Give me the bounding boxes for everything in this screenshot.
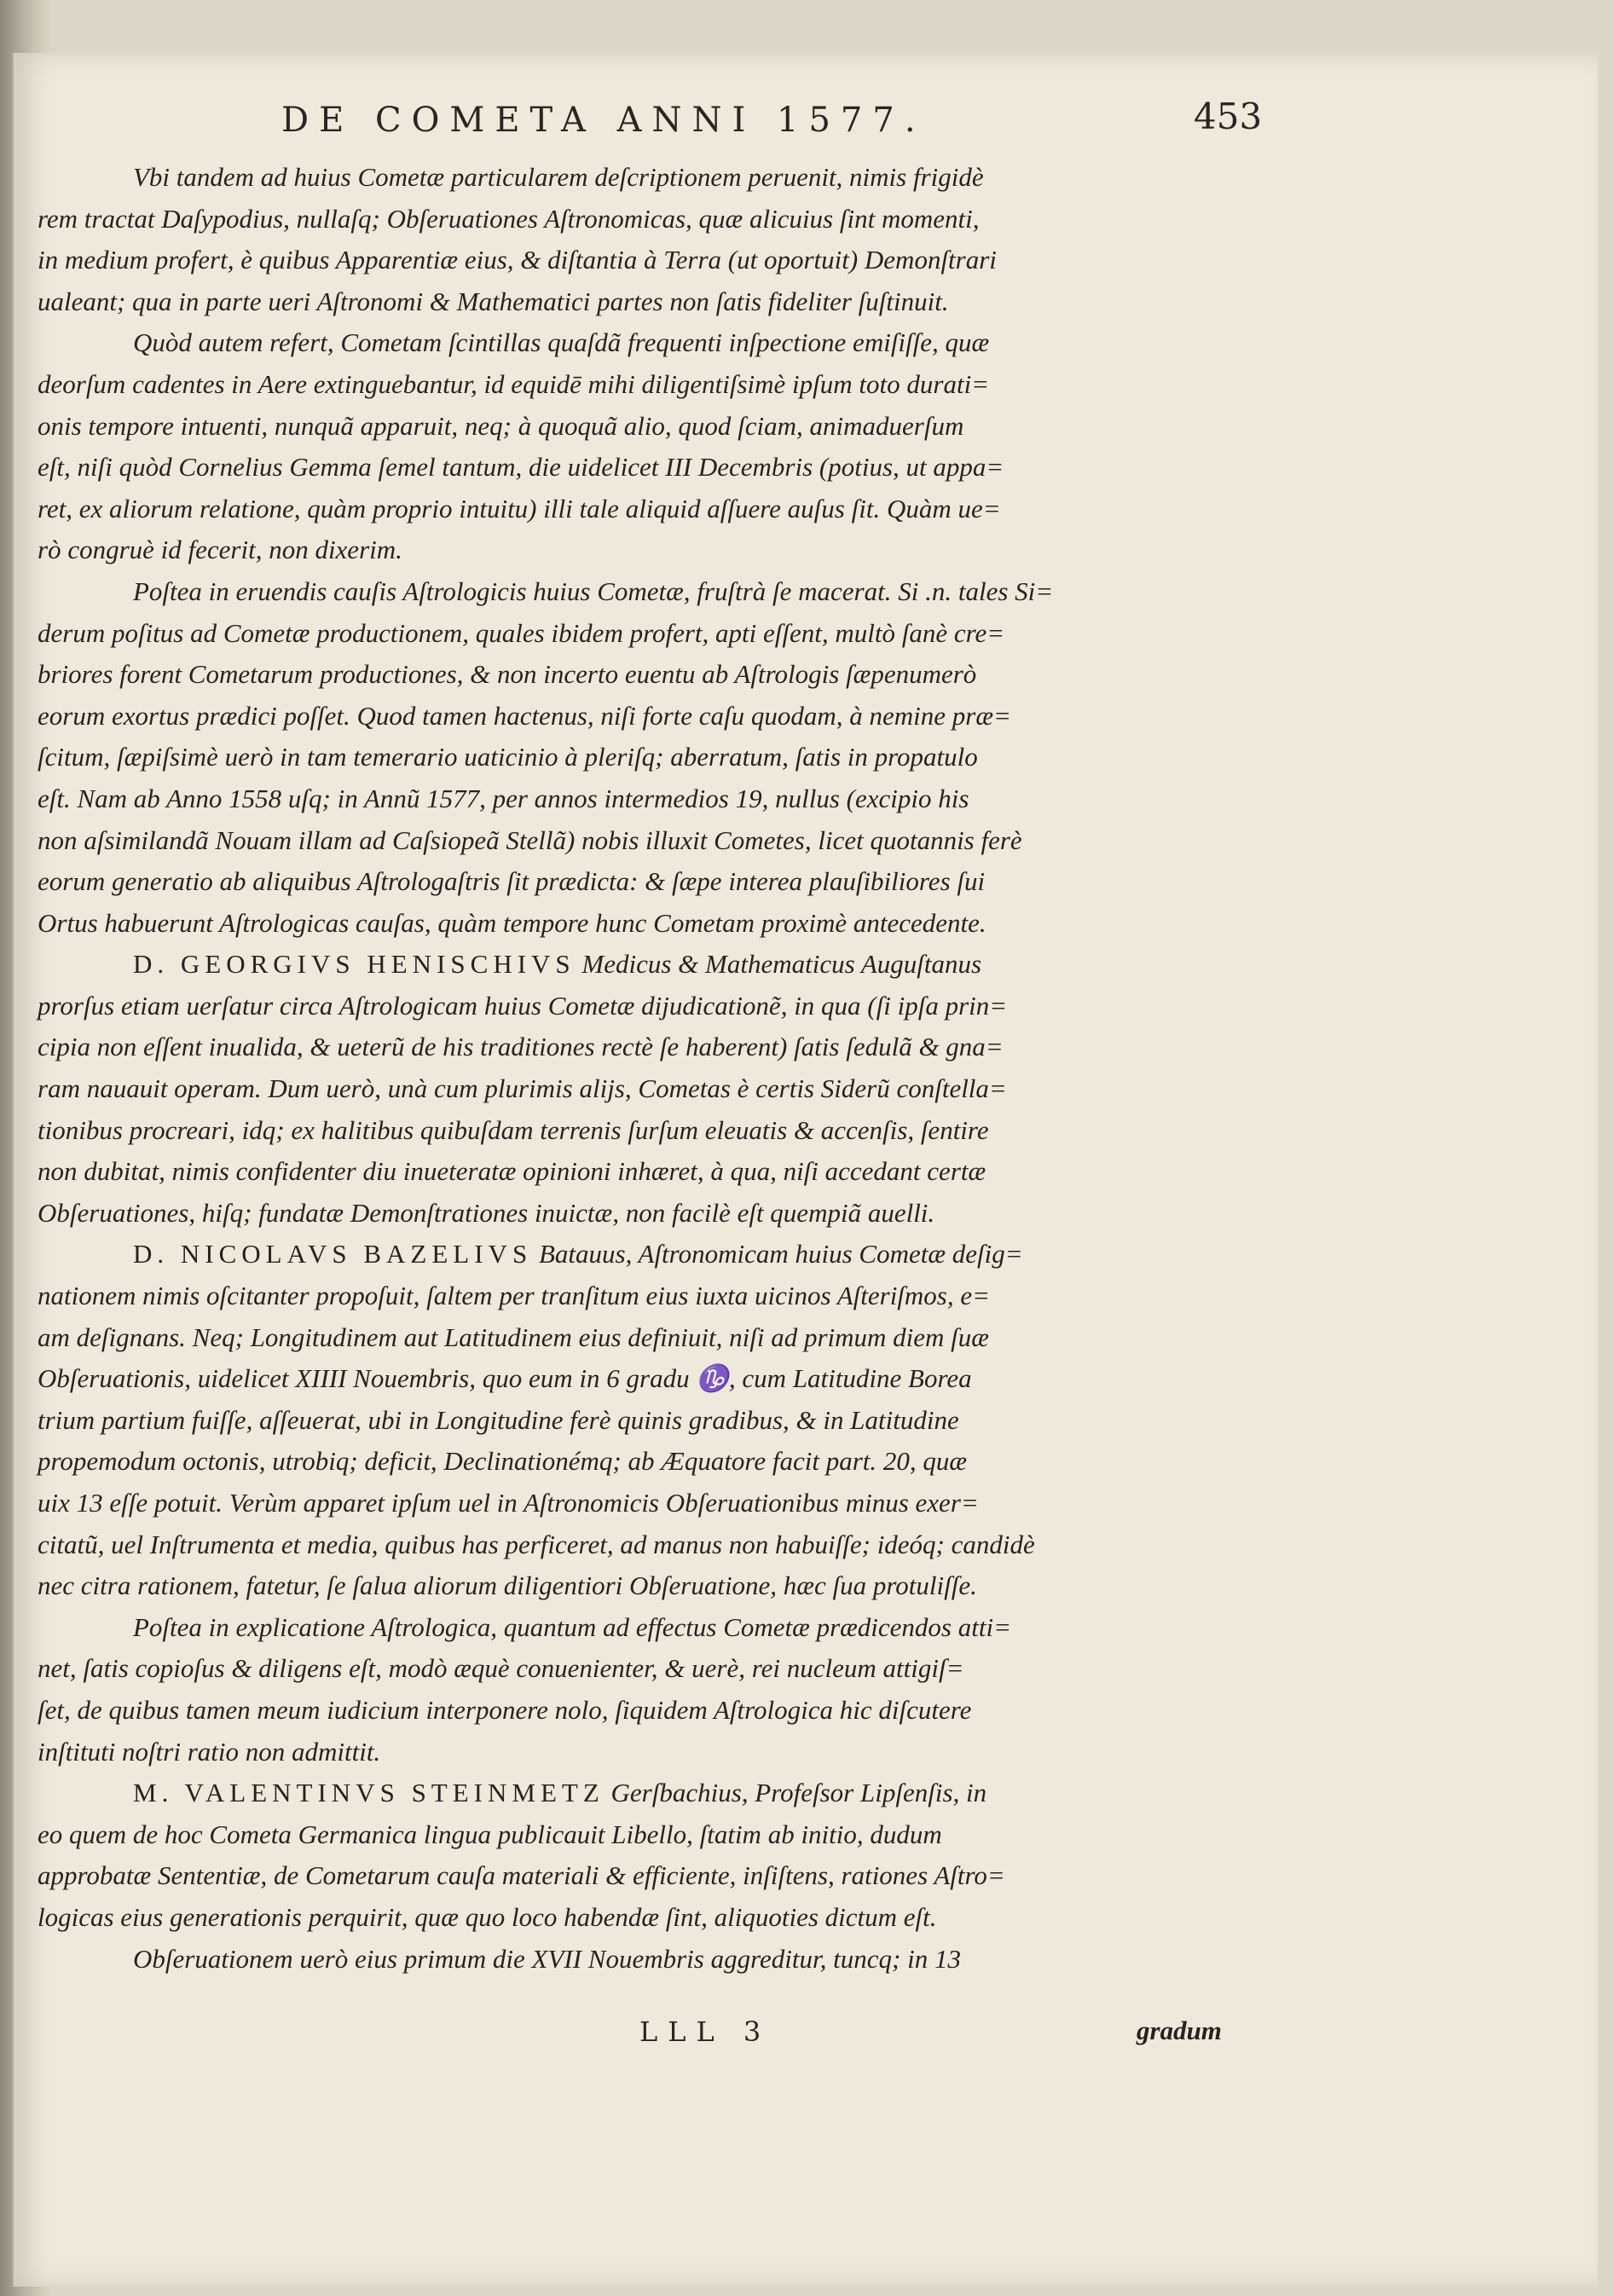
text-line: deorſum cadentes in Aere extinguebantur, id equidē mihi diligentiſsimè ipſum toto durati= (38, 368, 990, 399)
text-line: Ortus habuerunt Aſtrologicas cauſas, quàm tempore hunc Cometam proximè antecedente. (38, 907, 986, 938)
text-line: ſet, de quibus tamen meum iudicium interponere nolo, ſiquidem Aſtrologica hic diſcutere (38, 1694, 972, 1725)
name-caps: M. VALENTINVS STEINMETZ (133, 1778, 605, 1808)
text-line: ret, ex aliorum relatione, quàm proprio intuitu) illi tale aliquid aſſuere auſus ſit. Quàm ue= (38, 493, 1001, 523)
text-line: ram nauauit operam. Dum uerò, unà cum plurimis alijs, Cometas è certis Siderũ conſtella= (38, 1073, 1007, 1104)
text-line: inſtituti noſtri ratio non admittit. (38, 1736, 381, 1767)
text-line: eo quem de hoc Cometa Germanica lingua publicauit Libello, ſtatim ab initio, dudum (38, 1819, 942, 1849)
name-caps: D. GEORGIVS HENISCHIVS (133, 949, 576, 980)
text-line (38, 944, 1265, 986)
text-line: Vbi tandem ad huius Cometæ particularem deſcriptionem peruenit, nimis frigidè (133, 162, 984, 192)
text-line: trium partium fuiſſe, aſſeuerat, ubi in Longitudine ferè quinis gradibus, & in Latitudine (38, 1404, 959, 1435)
text-line: non aſsimilandã Nouam illam ad Caſsiopeã Stellã) nobis illuxit Cometes, licet quotannis ferè (38, 824, 1022, 855)
text-line: nec citra rationem, fatetur, ſe ſalua aliorum diligentiori Obſeruatione, hæc ſua protuliſſe. (38, 1570, 977, 1601)
text-line: Poſtea in eruendis cauſis Aſtrologicis huius Cometæ, fruſtrà ſe macerat. Si .n. tales Si= (133, 575, 1054, 606)
text-line: nationem nimis oſcitanter propoſuit, ſaltem per tranſitum eius iuxta uicinos Aſteriſmos, e= (38, 1281, 991, 1311)
text-line: rò congruè id fecerit, non dixerim. (38, 535, 402, 565)
text-line: tionibus procreari, idq; ex halitibus quibuſdam terrenis ſurſum eleuatis & accenſis, ſentire (38, 1114, 989, 1145)
text-line: in medium profert, è quibus Apparentiæ eius, & diſtantia à Terra (ut oportuit) Demonſtrari (38, 245, 997, 275)
text-line: propemodum octonis, utrobiq; deficit, Declinationémq; ab Æquatore facit part. 20, quæ (38, 1446, 968, 1477)
line-rest: Medicus & Mathematicus Auguſtanus (575, 949, 982, 980)
signature-mark: LLL 3 (639, 2016, 772, 2048)
text-line: eorum generatio ab aliquibus Aſtrologaſtris ſit prædicta: & ſæpe interea plauſibiliores ſui (38, 866, 986, 897)
catchword: gradum (1137, 2016, 1222, 2045)
text-line: net, ſatis copioſus & diligens eſt, modò æquè conuenienter, & uerè, rei nucleum attigiſ= (38, 1653, 964, 1684)
text-line: am deſignans. Neq; Longitudinem aut Latitudinem eius definiuit, niſi ad primum diem ſuæ (38, 1322, 989, 1352)
text-line: approbatæ Sententiæ, de Cometarum cauſa materiali & efficiente, inſiſtens, rationes Aſtro= (38, 1860, 1005, 1891)
text-line: Poſtea in explicatione Aſtrologica, quantum ad effectus Cometæ prædicendos atti= (133, 1611, 1012, 1642)
text-line (38, 1234, 1265, 1275)
text-line: briores forent Cometarum productiones, & non incerto euentu ab Aſtrologis ſæpenumerò (38, 659, 977, 690)
page-number: 453 (1194, 95, 1263, 137)
text-line: rem tractat Daſypodius, nullaſq; Obſeruationes Aſtronomicas, quæ alicuius ſint momenti, (38, 203, 980, 234)
text-line: prorſus etiam uerſatur circa Aſtrologicam huius Cometæ dijudicationẽ, in qua (ſi ipſa prin= (38, 990, 1008, 1021)
text-line: Obſeruationes, hiſq; fundatæ Demonſtrationes inuictæ, non facilè eſt quempiã auelli. (38, 1197, 935, 1228)
body-text (38, 157, 1265, 1980)
text-line: non dubitat, nimis confidenter diu inueteratæ opinioni inhæret, à qua, niſi accedant certæ (38, 1156, 986, 1187)
text-line (38, 1773, 1265, 1814)
text-line: logicas eius generationis perquirit, quæ quo loco habendæ ſint, aliquoties dictum eſt. (38, 1901, 937, 1932)
name-caps: D. NICOLAVS BAZELIVS (133, 1239, 533, 1269)
text-line: eorum exortus prædici poſſet. Quod tamen hactenus, niſi forte caſu quodam, à nemine præ= (38, 700, 1011, 731)
text-line: Obſeruationis, uidelicet XIIII Nouembris, quo eum in 6 gradu ♑, cum Latitudine Borea (38, 1363, 972, 1394)
line-rest: Gerſbachius, Profeſsor Lipſenſis, in (604, 1778, 987, 1808)
text-line: ualeant; qua in parte ueri Aſtronomi & Mathematici partes non ſatis fideliter ſuſtinuit. (38, 286, 949, 316)
text-line: eſt. Nam ab Anno 1558 uſq; in Annũ 1577, per annos intermedios 19, nullus (excipio his (38, 783, 969, 813)
text-line: citatũ, uel Inſtrumenta et media, quibus has perficeret, ad manus non habuiſſe; ideóq; candidè (38, 1529, 1035, 1559)
text-line: Obſeruationem uerò eius primum die XVII Nouembris aggreditur, tuncq; in 13 (133, 1943, 961, 1974)
text-line: derum poſitus ad Cometæ productionem, quales ibidem profert, apti eſſent, multò ſanè cre= (38, 617, 1005, 648)
text-line: ſcitum, ſæpiſsimè uerò in tam temerario uaticinio à pleriſq; aberratum, ſatis in propatulo (38, 742, 978, 772)
line-rest: Batauus, Aſtronomicam huius Cometæ deſig= (532, 1239, 1023, 1269)
text-line: Quòd autem refert, Cometam ſcintillas quaſdã frequenti inſpectione emiſiſſe, quæ (133, 327, 990, 358)
running-head: DE COMETA ANNI 1577. (281, 101, 926, 140)
text-line: eſt, niſi quòd Cornelius Gemma ſemel tantum, die uidelicet III Decembris (potius, ut appa= (38, 452, 1004, 483)
text-line: uix 13 eſſe potuit. Verùm apparet ipſum uel in Aſtronomicis Obſeruationibus minus exer= (38, 1488, 979, 1518)
text-line: cipia non eſſent inualida, & ueterũ de his traditiones rectè ſe haberent) ſatis ſedulã & gna= (38, 1032, 1004, 1062)
text-line: onis tempore intuenti, nunquã apparuit, neq; à quoquã alio, quod ſciam, animaduerſum (38, 410, 964, 441)
